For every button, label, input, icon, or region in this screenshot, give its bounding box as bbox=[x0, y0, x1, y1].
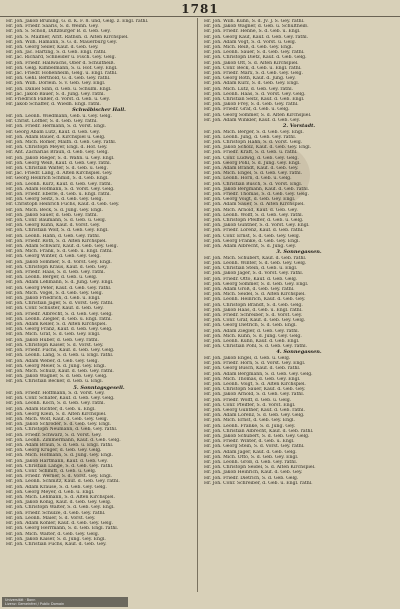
register-entry: Hr. Joh. Jakob Schubert, S. d. Geb. Gey. Gelg. bbox=[204, 433, 310, 439]
register-entry: Hr. Joh. Georg Busch, Kauf. d. Geb. rathl. bbox=[204, 366, 301, 372]
register-entry: Hr. Joh. Christoph Kraus, Kauf. d. Geb. Gey. bbox=[6, 264, 108, 270]
register-entry: Hr. Joh. Georg Peter, Kauf. d. Geb. Gey. rathl. bbox=[6, 285, 112, 291]
register-entry: Hr. Joh. Friedr. Thomas, S. d. Geb. Gey. Gelg. bbox=[204, 192, 309, 197]
register-entry: Hr. Joh. Daniel Sinn, d. Geb. u. Schulm. Engl. bbox=[6, 86, 112, 92]
register-entry: Hr. Joh. Conr. Schuster, Kauf. d. Geb. Gey. bbox=[6, 306, 104, 312]
register-entry: Hr. Joh. Friedr. Graf, d. Geb. u. Gelg. bbox=[204, 107, 290, 113]
register-entry: Hr. Joh. Wilh. Dörlein. S. v. Geb. Gey. Engl. bbox=[6, 81, 106, 87]
register-entry: Hr. Joh. Christian Becker, d. Geb. u. Engl. bbox=[6, 379, 104, 385]
register-entry: Hr. Joh. Jakob Kaiser, S. d. Jung. Gey. Engl. bbox=[6, 536, 106, 542]
register-entry: Hr. Joh. Leonh. Heinrich, Kauf. d. Geb. Gey. bbox=[204, 297, 306, 303]
register-entry: Hr. Joh. Jakob Heinrich, Kauf. d. Geb. Gey. bbox=[204, 470, 303, 476]
register-entry: Hr. Joh. Christian Lange, S. d. Geb. Gey. rathl. bbox=[6, 463, 114, 469]
register-entry: Hr. Joh. Leonh. Groß, d. Geb. Gey. rathl. bbox=[204, 459, 298, 465]
register-entry: Hr. Joh. Friedr. Hermann, S. d. Vorst. Engl. bbox=[6, 124, 107, 130]
register-entry: Hr. Joh. Georg Herrmann, S. d. Geb. Engl. rathl. bbox=[6, 526, 119, 532]
register-entry: Hr. Joh. Friedr. Kraft, S. d. Geb. u. rathl. bbox=[204, 150, 298, 156]
register-entry: Hr. Joh. Christian Seitz, Kauf. d. Geb. Engl. bbox=[204, 97, 305, 103]
register-entry: Hr. Joh. Mich. Walter, d. Geb. Gey. Gelg. bbox=[6, 531, 100, 537]
register-entry: Hr. Joh. Georg Kauf, Kauf. d. Geb. Gey. rathl. bbox=[204, 34, 309, 40]
register-entry: Hr. Joh. Jakob Ott, S. d. Alten Kirchspiel. bbox=[204, 60, 299, 66]
register-entry: Hr. Joh. Adam Hofmann, S. d. Vorst. Gey. Gelg. bbox=[6, 186, 115, 192]
register-entry: Hr. Joh. Gehl. Berthold, G. d. Geb. Gey. rathl. bbox=[6, 76, 111, 82]
register-entry: Hr. Joh. Georg Dietrich, S. d. Geb. Engl. bbox=[204, 323, 297, 329]
register-entry: Hr. Joh. Georg Sommer, S. d. Alten Kirchspiel. bbox=[204, 112, 312, 118]
register-entry: Hr. Joh. Christian Wolf, S. d. Geb. Gey. Engl. bbox=[6, 228, 109, 234]
register-entry: Hr. Joh. Jakob Haas, d. Geb. u. Engl. rathl. bbox=[204, 307, 303, 313]
register-entry: Hr. Joh. Georg Franke, d. Geb. Gey. Engl. bbox=[204, 238, 300, 244]
register-entry: Hr. Joh. Leonh. Berger, d. Geb. u. Gelg. bbox=[6, 275, 98, 281]
register-entry: Hr. Joh. Conr. Schäfer, Kauf. d. Geb. Gey. Gelg. bbox=[6, 396, 115, 402]
register-entry: Hr. Joh. Georg Stein, S. d. Vorst. Gey. rathl. bbox=[204, 444, 305, 450]
register-entry: Hr. Joh. Friedr. Saaris, S. d. Weinh. Gey. bbox=[6, 24, 99, 30]
register-entry: Hr. Joh. Christoph Meyer, Engl. d. Hof. Gey. bbox=[6, 145, 108, 151]
register-entry: Hr. Joh. Adam Ziegler, d. Geb. Gey. rathl. bbox=[204, 328, 300, 334]
section-heading: 3. Sonnegassen. bbox=[276, 249, 322, 256]
register-entry: Hr. Joh. Leonh. Hahn, d. Geb. Gey. rathl. bbox=[6, 233, 101, 239]
register-entry: Hr. Joh. Adam Weber, d. Geb. Gey. Gelg. bbox=[6, 358, 99, 364]
register-entry: Hr. Joh. Adam Schwarz, Kauf. d. Geb. Gey. Gelg. bbox=[6, 244, 119, 250]
register-entry: Hr. Joh. Leonh. Haas, S. d. Vorst. Gey. Gelg. bbox=[204, 91, 306, 97]
register-entry: Hr. Joh. Mich. Vogel, S. d. Geb. Gey. Gelg. bbox=[6, 290, 104, 296]
section-heading: 2. Vorstadt. bbox=[282, 123, 316, 130]
register-entry: Hr. Joh. Mich. Otto, S. d. Geb. Gey. Engl. bbox=[204, 454, 299, 460]
register-entry: Hr. Joh. Jakob Wagner, d. Geb. u. Schultheiß. bbox=[204, 24, 309, 30]
register-entry: Hr. Joh. Conr. Schreiber, d. Geb. u. Engl. rathl. bbox=[204, 480, 313, 486]
register-entry: Hr. Joh. Leonh. Horn, d. Geb. u. Gelg. bbox=[204, 176, 292, 182]
register-entry: Hr. Joh. Friedr. Schulze, d. Geb. Gey. rathl. bbox=[6, 510, 106, 516]
register-entry: Hr. Jac. Friedr. Hohenheim, Gelg. u. Engl. rathl. bbox=[6, 71, 118, 77]
register-entry: Hr. Joh. Jakob Bergmann, Kauf. d. Geb. rathl. bbox=[204, 186, 310, 192]
footer-line-2: Lizenz: Gemeinfrei / Public Domain bbox=[5, 601, 65, 606]
register-entry: Hr. Joh. Jakob Engel, d. Geb. u. Gelg. bbox=[204, 355, 291, 361]
register-entry: Hr. Joh. Christian Walter, S. d. Geb. u. Gelg. bbox=[6, 165, 108, 171]
register-entry: Hr. Joh. Leonh. Koch, S. d. Geb. Gey. rathl. bbox=[6, 401, 105, 407]
register-entry: Hr. Joh. Conr. Ludwig, d. Geb. Gey. Gelg. bbox=[204, 155, 299, 161]
register-entry: Hr. Joh. Friedr. Wolff, d. Geb. u. Gelg. bbox=[204, 397, 292, 403]
register-entry: Hr. Joh. Mich. Schubert, Kauf. d. Geb. rathl. bbox=[204, 255, 307, 261]
register-entry: Hr. Joh. Friedr. Henne, S. d. Geb. u. Engl. bbox=[204, 29, 301, 35]
register-entry: Hr. Joh. Leonh. Wiedmann, Geb. u. Gey. Gelg. bbox=[6, 113, 112, 119]
register-entry: Hr. Joh. Christoph Seidel, S. d. Alten Kirchspiel. bbox=[204, 465, 316, 471]
register-entry: Hr. Joh. Leonh. Schmitz, Kauf. d. Geb. Gey. rathl. bbox=[6, 479, 120, 485]
register-entry: Hr. Joh. Friedr. Werner, S. d. Vorst. Gey. Engl. bbox=[6, 474, 112, 480]
register-entry: Hr. Joh. Georg Pohl, S. d. Jung. Gey. Engl. bbox=[204, 160, 301, 166]
register-entry: Hr. Joh. Adam Albrecht, S. d. Jung. Gey. bbox=[204, 244, 297, 250]
register-entry: Hr. Joh. Adam Keller, S. d. Alten Kirchspiel. bbox=[6, 322, 107, 328]
register-entry: Hr. Joh. Leonh. Lang, S. d. Geb. u. Engl. rathl. bbox=[6, 353, 114, 359]
register-entry: Hr. Joh. Leonh. Sauer, S. d. Geb. Gey. rathl. bbox=[204, 50, 305, 56]
register-entry: Hr. Joh. Mich. Seidel, S. d. Alten Kirchspiel. bbox=[204, 292, 306, 298]
register-entry: Hr. Joh. Leonh. Kühn, Kauf. d. Geb. Engl. bbox=[204, 338, 300, 344]
register-entry: Hr. Joh. Adam Bergmann, S. d. Geb. Gey. Gelg. bbox=[204, 371, 313, 377]
register-entry: Hr. Joh. Adam Lorenz, S. d. Geb. Gey. Gelg. bbox=[204, 413, 305, 419]
page-year: 1781 bbox=[181, 2, 219, 16]
register-entry: Hr. Joh. Christoph Pfeiffer, d. Geb. u. Gelg. bbox=[204, 218, 304, 224]
register-entry: Hr. Joh. S. Scholl, Diltzburger B. d. Geb. Gey. bbox=[6, 29, 111, 35]
register-entry: Hr. Joh. Adam Kurz, S. d. Geb. Gey. Engl. bbox=[204, 81, 300, 87]
register-entry: Hr. Joh. Leonh. Zimmermann, Kauf. d. Geb. Gelg. bbox=[6, 437, 121, 443]
register-entry: Hr. Joh. Friedr. Fuchs, Kauf. d. Geb. Gey. Gelg. bbox=[6, 348, 115, 354]
register-entry: Hr. Joh. Jac. Harting, S. d. Geb. Engl. rathl. bbox=[6, 50, 107, 56]
register-entry: Hr. Joh. Leonh. Maier, S. d. Vorst. Gey. bbox=[6, 515, 96, 521]
register-entry: Hr. Joh. Wilh. Hamann, S. G. d. Mauerburg Gey. bbox=[6, 39, 118, 45]
register-entry: Hr. Joh. Leonh. Voigt, S. d. Alten Kirchspiel. bbox=[204, 381, 306, 387]
register-entry: Hr. Joh. Jakob Friedrich, d. Geb. u. Engl. bbox=[6, 296, 101, 302]
register-entry: Hr. Jac. Jakob Bauer, S. d. Jung. Gey. rathl. bbox=[6, 91, 105, 97]
register-entry: Hr. Joh. Conr. Baumann, S. d. Geb. u. Gelg. bbox=[6, 218, 107, 224]
register-entry: Hr. Joh. Friedr. Eberle, d. Geb. u. Engl. rathl. bbox=[6, 192, 111, 197]
register-entry: Hr. Joh. Adam Vogt, S. d. Vorst. u. Gelg. bbox=[204, 39, 297, 45]
register-entry: Hr. Joh. S. Maifner, Arzt. Rathsh. d. Alten Kirchspiel. bbox=[6, 34, 129, 40]
register-entry: Hr. Joh. Mich. Beck, S. d. Jung. Gey. Engl. bbox=[6, 207, 103, 213]
register-entry: Hr. Joh. Conr. Graf, Kauf. d. Geb. Gey. Gelg. bbox=[204, 318, 306, 324]
register-entry: Hr. Jakob Schäffer, d. Wiedh. Engl. rathl. bbox=[6, 102, 101, 108]
section-heading: 5. Sonntagsgesell. bbox=[73, 384, 125, 391]
register-entry: Hr. Joh. Mich. Arnold, Kauf. d. Geb. Gey. bbox=[204, 207, 298, 213]
register-entry: Hr. Christ. Löffler, S. d. Geb. Gey. rathl. bbox=[6, 119, 98, 125]
register-entry: Hr. Joh. Gelg. Kimbelmann, S. u. Hof. Gey. Engl. bbox=[6, 65, 118, 71]
register-entry: Hr. Joh. Jakob Sauer, d. Geb. Gey. rathl. bbox=[6, 212, 98, 218]
register-entry: Hr. Joh. Georg Meier, S. d. Jung. Gey. Engl. bbox=[6, 363, 106, 369]
register-entry: Hr. Joh. Christoph Kaiser, S. d. Vorst. Gey. bbox=[6, 342, 104, 348]
register-entry: Hr. Joh. Jakob Sommer, S. d. Vorst. Gey. Engl. bbox=[6, 259, 112, 265]
register-entry: Hr. Joh. Adam Sauer, S. d. Alten Kirchspiel. bbox=[204, 202, 305, 208]
register-entry: Hr. Joh. Christian Pohl, S. d. Geb. Gey. rathl. bbox=[204, 344, 308, 350]
register-entry: Hr. Joh. Georg Krüger, d. Geb. Gey. Gelg. bbox=[6, 448, 102, 454]
register-entry: Hr. Joh. Georg Franz, Kauf. d. Geb. Gey. Gelg. bbox=[6, 327, 113, 333]
register-entry: Hr. Joh. Mich. Römer, Maifn. d. Geb. Gey. rathl. bbox=[6, 139, 117, 145]
register-entry: Hr. Joh. Adam Krause, S. d. Geb. Gey. Gelg. bbox=[6, 484, 107, 490]
section-heading: Schwäbischer Hall. bbox=[72, 107, 126, 114]
register-entry: Hr. Joh. Christian Fuchs, Kauf. d. Geb. Gey. bbox=[6, 541, 107, 547]
register-entry: Hr. Joh. Christoph Sauer, Kauf. d. Geb. Gey. bbox=[204, 387, 306, 393]
register-entry: Hr. Joh. Friedr. Horn, S. d. Vorst. Gey. Engl. bbox=[204, 361, 306, 367]
register-entry: Hr. Joh. Christian Jäger, S. d. Vorst. Gey. rathl. bbox=[6, 301, 114, 307]
register-entry: Hr. Joh. Jakob König, Kauf. d. Geb. Gey. Gelg. bbox=[6, 500, 112, 506]
register-entry: Hr. Georg Abam Lutz, Kauf. d. Geb. Gey. bbox=[6, 129, 100, 135]
register-entry: Hr. Joh. Adam Köhler, Kauf. d. Geb. Gey. Gelg. bbox=[6, 521, 113, 527]
register-entry: Hr. Friedrich Fäßler, d. Vorst. d. Geb. u. Gey. bbox=[6, 97, 110, 103]
register-entry: Hr. Joh. Jakob Jäger, S. d. Vorst. Gey. rathl. bbox=[204, 271, 304, 277]
register-entry: Hr. Joh. Jakob Günther, S. d. Vorst. Gey. Engl. bbox=[204, 223, 310, 229]
register-entry: Hr. Joh. Adam Bauer, d. Kirchspiel u. Gelg. bbox=[6, 134, 106, 140]
register-entry: Hr. Joh. Friedr. Marx, S. d. Geb. Gey. Gelg. bbox=[204, 71, 303, 77]
register-entry: Hr. Joh. Mich. Graf, S. d. Geb. Gey. Engl. bbox=[6, 332, 101, 338]
register-entry: Hr. Joh. Jakob Huber, d. Geb. Gey. rathl. bbox=[6, 337, 99, 343]
register-entry: Hr. Joh. Wilh. Kühn, S. d. Jv. J. S. Gey. rathl. bbox=[204, 19, 305, 24]
register-entry: Hr. Joh. Adam Richter, d. Geb. u. Engl. bbox=[6, 406, 96, 412]
register-entry: Hr. Joh. Leonh. Franke, S. d. Jung. Gey. bbox=[204, 423, 296, 429]
register-entry: Hr. Joh. Mich. Kuhn, S. d. Jung. Gey. Gelg. bbox=[204, 333, 302, 339]
register-entry: Hr. Joh. Friedr. Dietrich, S. d. Geb. Gelg. bbox=[204, 475, 299, 481]
register-entry: Hr. Joh. Georg Weiß, Kauf. d. Geb. Gey. rathl. bbox=[6, 160, 112, 166]
left-column bbox=[6, 19, 192, 591]
register-entry: Hr. Joh. Friedr. Schwarz, S. d. Vorst. Gey. bbox=[6, 432, 102, 438]
register-entry: Hr. Joh. Georg Kuhn, Kauf. d. Vorst. Gey. bbox=[6, 223, 101, 229]
register-entry: Hr. Joh. Georg Seiler, Kauf. d. Geb. Gey. bbox=[6, 45, 99, 51]
footer-line-1: Universität · Bonn bbox=[5, 597, 36, 602]
register-entry: Hr. Joh. Georg Seitz, S. d. Geb. Gey. Gelg. bbox=[6, 197, 103, 203]
column-divider bbox=[197, 18, 198, 592]
register-entry: Hr. Joh. Mich. Lehmann, S. d. Alten Kirchspiel. bbox=[6, 495, 115, 501]
register-entry: Hr. Joh. Friedr. Lorenz, Kauf. d. Geb. rathl. bbox=[204, 228, 304, 234]
register-entry: Hr. Joh. Georg Günther, Kauf. d. Geb. rathl. bbox=[204, 407, 305, 413]
register-entry: Hr. Joh. Christian Albrecht, Kauf. d. Geb. rathl. bbox=[204, 428, 314, 434]
register-entry: Hr. Joh. Georg Klein, S. d. Alten Kirchspiel. bbox=[6, 411, 107, 417]
register-entry: Hr. Joh. Jakob Brüning, G. d. K. F. 8. und, Gelg. z. Engl. rathl. bbox=[6, 19, 149, 24]
register-entry: Hr. Joh. Jakob Frey, S. d. Geb. Gey. rathl. bbox=[204, 102, 299, 108]
register-entry: Hr. Joh. Friedr. Haas, S. d. Geb. Gey. rathl. bbox=[6, 270, 105, 276]
register-entry: Hr. Joh. Christoph Hahn, S. d. Vorst. Gelg. bbox=[204, 139, 303, 145]
register-entry: Hr. Joh. Mich. Reiß, d. Geb. Gey. Engl. bbox=[204, 45, 293, 51]
register-entry: Hr. Joh. Mich. Engel, S. d. Geb. Gey. rathl. bbox=[204, 171, 303, 177]
register-entry: Hr. Joh. Friedr. Winter, d. Geb. u. Engl. bbox=[204, 439, 295, 445]
register-entry: Hr. Joh. Friedr. Hoffmann, S. d. Vorst. Gey. bbox=[6, 391, 105, 397]
register-entry: Hr. Joh. Jakob Arnold, S. d. Geb. Gey. rathl. bbox=[204, 392, 305, 398]
register-entry: Hr. Joh. Mich. Frank, S. d. Geb. u. Engl. rathl. bbox=[6, 249, 113, 255]
register-entry: Hr. Joh. Mich. Wolf, Kauf. d. Geb. Gey. Gelg. bbox=[6, 417, 109, 423]
footer-watermark bbox=[2, 597, 128, 607]
register-entry: Hr. Joh. Mich. Berger, S. d. Geb. Gey. Engl. bbox=[204, 129, 304, 135]
register-entry: Hr. Joh. Jakob Wagner, S. d. Geb. Gey. Gelg. bbox=[6, 374, 108, 380]
register-entry: Hr. Joh. Conr. Pfeiffer, S. d. Vorst. Engl. bbox=[204, 402, 296, 408]
register-entry: Hr. Joh. Friedr. Hallwachs, Ober d. Schultheiß. bbox=[6, 60, 115, 66]
register-entry: Hr. Joh. Mich. Ernst, d. Geb. Gey. Engl. bbox=[204, 418, 295, 424]
register-entry: Hr. Joh. Adam Brandt, Kauf. d. Geb. Gey. bbox=[204, 165, 299, 171]
section-heading: 4. Sonnegassen. bbox=[276, 349, 322, 356]
register-entry: Hr. Joh. Christian Stein, d. Geb. u. Engl. bbox=[204, 266, 298, 272]
register-entry: Hr. Joh. Christoph Dietz, Kauf. d. Geb. Gelg. bbox=[204, 55, 307, 61]
register-entry: Hr. Joh. Mich. Hofmann, S. d. Jung. Gey. Engl. bbox=[6, 453, 113, 459]
register-entry: Hr. Joh. Conr. Schmitt, d. Geb. u. Gelg. bbox=[6, 469, 97, 475]
register-entry: Hr. Joh. Georg Meyer, d. Geb. u. Engl. bbox=[6, 489, 95, 495]
register-entry: Hr. Joh. Jakob Schröder, S. d. Geb. Gey. Engl. bbox=[6, 422, 112, 428]
register-entry: Hr. Joh. Christoph Neumann, d. Geb. Gey. rathl. bbox=[6, 427, 118, 433]
register-entry: Hr. Joh. Friedr. Otto, Kauf. d. Geb. Gelg. bbox=[204, 276, 298, 282]
register-entry: Hr. Joh. Mich. Thomas, d. Geb. Gey. Engl. bbox=[204, 376, 301, 382]
register-entry: Hr. Joh. Georg Winter, d. Geb. Gey. Gelg. bbox=[6, 254, 101, 260]
register-entry: Hr. Joh. Mich. Lutz, d. Geb. Gey. rathl. bbox=[204, 86, 293, 92]
register-entry: Hr. Joh. Jakob Rieger, S. d. Wahn. u. Gey. Engl. bbox=[6, 155, 115, 161]
register-entry: Hr. Joh. Jakob Scholz, Kauf. d. Geb. Gey. Engl. bbox=[204, 145, 312, 151]
register-entry: Hr. Joh. Adam Lehmann, S. d. Jung. Gey. Engl. bbox=[6, 280, 114, 286]
register-entry: Hr. Jac. Friedr. Lang, d. Alten Kirchspiel. Gey. bbox=[6, 171, 113, 177]
register-entry: Hr. Joh. Jakob Hartmann, Kauf. d. Geb. Gey. bbox=[6, 458, 108, 464]
register-entry: Hr. Joh. Leonh. Wolff, S. d. Geb. Gey. rathl. bbox=[204, 212, 304, 218]
register-entry: Hr. Joh. Conr. Beck, d. Geb. u. Engl. rathl. bbox=[204, 65, 302, 71]
register-entry: Hr. Joh. Friedr. Albrecht, S. d. Geb. Gey. Gelg. bbox=[6, 311, 113, 317]
register-entry: Hr. Joh. Leonh. Jung, d. Geb. Gey. rathl. bbox=[204, 134, 297, 140]
register-entry: Hr. Joh. Leonh. Kurz, Kauf. d. Geb. Gey. rathl. bbox=[6, 181, 112, 187]
register-entry: Hr. Joh. Friedr. Schreiber, S. d. Vorst. Gey. bbox=[204, 312, 303, 318]
register-entry: Hr. Joh. Georg Sommer, S. d. Geb. Gey. Engl. bbox=[204, 281, 309, 287]
register-entry: Hr. Joh. Leonh. Ziegler, d. Geb. u. Engl. rathl. bbox=[6, 316, 112, 322]
register-entry: Hr. Joh. Christoph Brandt, S. d. Geb. Gelg. bbox=[204, 302, 303, 308]
register-entry: Hr. Joh. Adam Jäger, Kauf. d. Geb. Gelg. bbox=[204, 449, 297, 455]
register-entry: Hr. Christoph Heinrich Fuchs, Kauf. d. Geb. Gey. bbox=[6, 202, 120, 208]
register-entry: Hr. Joh. Friedr. Roth, S. d. Alten Kirchspiel. bbox=[6, 238, 107, 244]
register-entry: Hr. Georg Heinrich Schmid, S. d. Geb. Engl. bbox=[6, 176, 109, 182]
register-entry: Hr. Joh. Christoph Walter, S. d. Geb. Gey. Engl. bbox=[6, 505, 115, 511]
page-header bbox=[0, 2, 400, 17]
register-entry: Hr. Joh. Mich. Schulz, Kauf. d. Geb. Gey. rathl. bbox=[6, 368, 114, 374]
register-entry: Hr. Joh. Adam Winkler, Kauf. d. Geb. Gey. bbox=[204, 117, 301, 123]
register-entry: Hr. Joh. Adam Braun, S. d. Geb. u. Engl. rathl. bbox=[6, 443, 114, 449]
register-entry: Hr. Jac. Richard, Schneider u. Fisch. Gey. Gelg. bbox=[6, 55, 116, 61]
register-entry: Hr. Joh. Leonh. Winter, S. d. Geb. Gey. Gelg. bbox=[204, 260, 307, 266]
right-column bbox=[204, 19, 394, 591]
register-entry: Hr. Ant. Zacharias Braun, d. Geb. Gey. Gelg. bbox=[6, 150, 109, 156]
register-entry: Hr. Joh. Conr. Ernst, S. d. Geb. Gey. Gelg. bbox=[204, 233, 301, 239]
register-entry: Hr. Joh. Georg Voigt, d. Geb. Gey. Engl. bbox=[204, 197, 296, 203]
register-entry: Hr. Joh. Christian Busch, S. d. Vorst. Engl. bbox=[204, 181, 303, 187]
register-entry: Hr. Joh. Georg Roth, Kauf. d. Jung. Gey. bbox=[204, 76, 296, 82]
register-entry: Hr. Joh. Adam Groß, d. Geb. Gey. rathl. bbox=[204, 286, 295, 292]
